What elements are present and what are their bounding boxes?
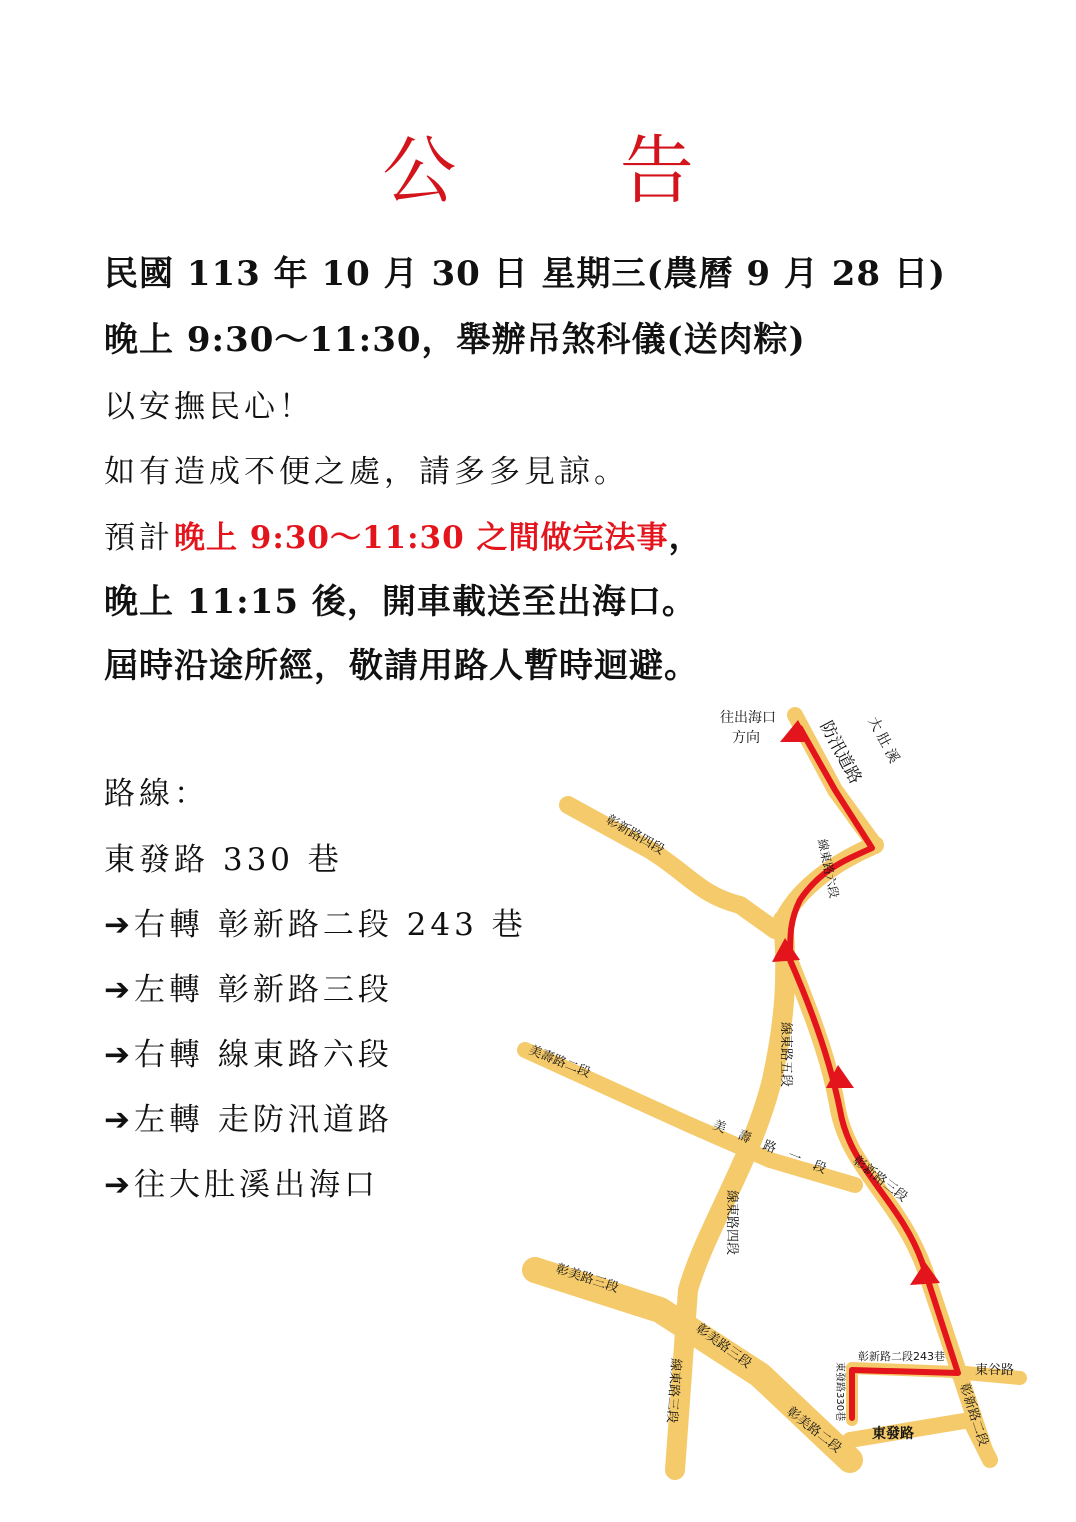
label-meishou-1: 美壽路一段 (710, 1117, 842, 1183)
route-step-5: ➔左轉 走防汛道路 (104, 1102, 393, 1138)
label-xiandong-3: 線東路三段 (663, 1357, 683, 1424)
time-line: 晚上 9:30～11:30，舉辦吊煞科儀(送肉粽) (104, 320, 806, 360)
label-to-sea-2: 方向 (732, 730, 760, 746)
label-lane-243: 彰新路二段243巷 (858, 1350, 945, 1363)
departure-line: 晚上 11:15 後，開車載送至出海口。 (104, 582, 697, 622)
schedule-highlight: 晚上 9:30～11:30 之間做完法事 (174, 520, 669, 556)
notice-title: 公 告 (382, 128, 764, 214)
label-dongfa: 東發路 (872, 1426, 914, 1442)
route-step-1: 東發路 330 巷 (104, 842, 343, 878)
label-xiandong-5: 線東路五段 (778, 1022, 793, 1088)
route-heading: 路線： (104, 776, 209, 812)
route-arrow-1 (910, 1262, 940, 1285)
avoid-line: 屆時沿途所經，敬請用路人暫時迴避。 (104, 646, 699, 686)
label-meishou-2: 美壽路二段 (526, 1042, 593, 1082)
schedule-prefix: 預計 (104, 520, 174, 556)
label-lane-330: 東發路330巷 (834, 1362, 845, 1422)
label-xiandong-4: 線東路四段 (724, 1190, 739, 1256)
label-changxin-4: 彰新路四段 (603, 812, 667, 858)
label-river: 大肚溪 (864, 714, 904, 770)
label-xiandong-6: 線東路六段 (815, 837, 842, 900)
date-line: 民國 113 年 10 月 30 日 星期三(農曆 9 月 28 日) (104, 254, 946, 294)
schedule-suffix: ， (668, 517, 704, 557)
purpose-line: 以安撫民心！ (104, 389, 314, 425)
route-step-6: ➔往大肚溪出海口 (104, 1167, 379, 1203)
label-to-sea-1: 往出海口 (720, 710, 776, 726)
road-changxin-4 (568, 805, 775, 930)
label-changmei-2: 彰美路二段 (783, 1404, 845, 1457)
label-changxin-3: 彰新路三段 (849, 1153, 911, 1206)
route-step-4: ➔右轉 線東路六段 (104, 1037, 393, 1073)
label-changxin-2: 彰新路二段 (956, 1381, 991, 1449)
label-changmei-3a: 彰美路三段 (553, 1261, 621, 1296)
label-donggu: 東谷路 (975, 1363, 1015, 1378)
apology-line: 如有造成不便之處，請多多見諒。 (104, 454, 629, 490)
route-step-3: ➔左轉 彰新路三段 (104, 972, 393, 1008)
route-step-2: ➔右轉 彰新路二段 243 巷 (104, 907, 527, 943)
label-changmei-3b: 彰美路三段 (692, 1321, 755, 1372)
label-flood-road: 防汛道路 (815, 717, 866, 788)
